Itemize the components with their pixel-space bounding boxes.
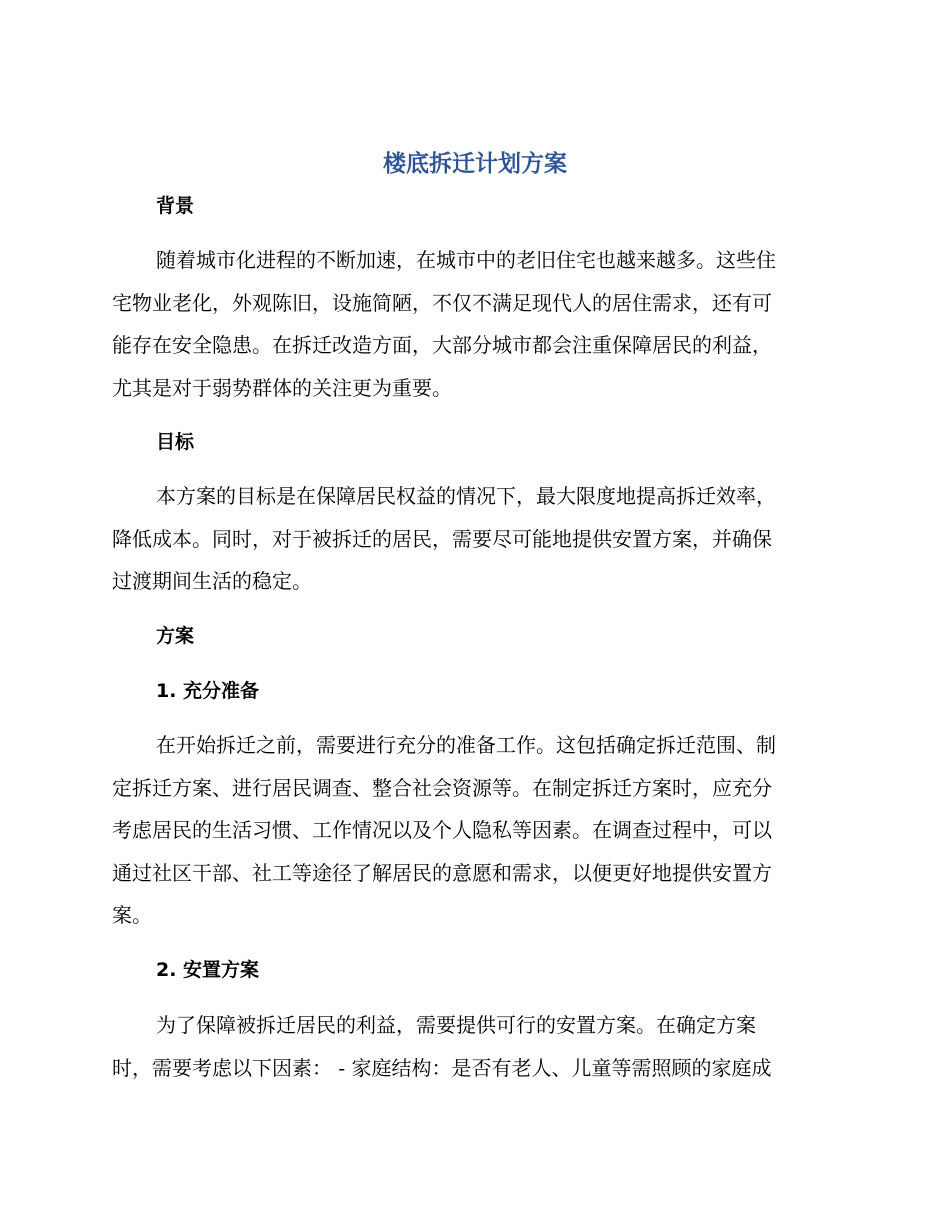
section-heading-resettlement: 2. 安置方案 bbox=[156, 959, 260, 981]
section-heading-plan: 方案 bbox=[156, 625, 195, 647]
section-heading-preparation: 1. 充分准备 bbox=[156, 680, 260, 702]
paragraph-line: 为了保障被拆迁居民的利益，需要提供可行的安置方案。在确定方案 bbox=[156, 1013, 756, 1037]
paragraph-line: 降低成本。同时，对于被拆迁的居民，需要尽可能地提供安置方案，并确保 bbox=[112, 526, 772, 551]
paragraph-line: 在开始拆迁之前，需要进行充分的准备工作。这包括确定拆迁范围、制 bbox=[156, 733, 776, 757]
paragraph-line: 通过社区干部、社工等途径了解居民的意愿和需求，以便更好地提供安置方 bbox=[112, 860, 772, 885]
section-paragraph-preparation bbox=[112, 724, 842, 937]
section-heading-background: 背景 bbox=[156, 195, 195, 217]
paragraph-line: 时，需要考虑以下因素： - 家庭结构：是否有老人、儿童等需照顾的家庭成 bbox=[112, 1055, 772, 1080]
section-paragraph-background bbox=[112, 239, 842, 409]
document-title: 楼底拆迁计划方案 bbox=[383, 151, 567, 177]
paragraph-line: 宅物业老化，外观陈旧，设施简陋，不仅不满足现代人的居住需求，还有可 bbox=[112, 290, 772, 315]
section-paragraph-goal bbox=[112, 475, 842, 603]
paragraph-line: 尤其是对于弱势群体的关注更为重要。 bbox=[112, 375, 452, 400]
paragraph-line: 过渡期间生活的稳定。 bbox=[112, 569, 312, 593]
paragraph-line: 能存在安全隐患。在拆迁改造方面，大部分城市都会注重保障居民的利益， bbox=[112, 333, 772, 357]
section-paragraph-resettlement bbox=[112, 1004, 842, 1089]
paragraph-line: 考虑居民的生活习惯、工作情况以及个人隐私等因素。在调查过程中，可以 bbox=[112, 818, 772, 842]
paragraph-line: 案。 bbox=[112, 903, 152, 927]
paragraph-line: 定拆迁方案、进行居民调查、整合社会资源等。在制定拆迁方案时，应充分 bbox=[112, 775, 772, 800]
section-heading-goal: 目标 bbox=[156, 431, 195, 453]
paragraph-line: 随着城市化进程的不断加速，在城市中的老旧住宅也越来越多。这些住 bbox=[156, 248, 776, 272]
paragraph-line: 本方案的目标是在保障居民权益的情况下，最大限度地提高拆迁效率， bbox=[156, 484, 776, 508]
